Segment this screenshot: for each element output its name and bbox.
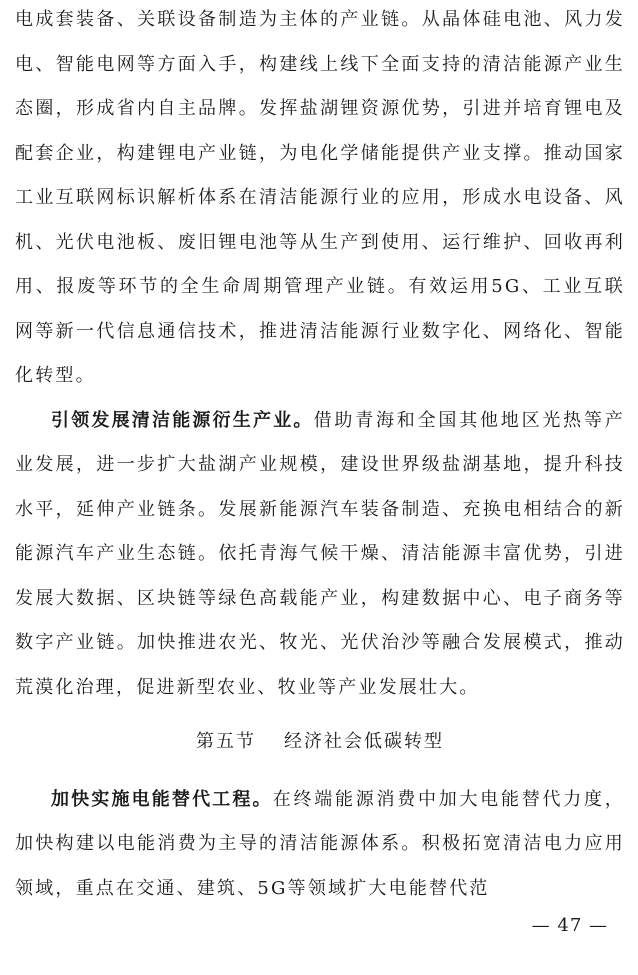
paragraph-text: 借助青海和全国其他地区光热等产业发展，进一步扩大盐湖产业规模，建设世界级盐湖基地，提升科技水平，延伸产业链条。发展新能源汽车装备制造、充换电相结合的新能源汽车产业生态链。依托青海气候干燥、清洁能源丰富优势，引进发展大数据、区块链等绿色高载能产业，构建数据中心、电子商务等数字产业链。加快推进农光、牧光、光伏治沙等融合发展模式，推动荒漠化治理，促进新型农业、牧业等产业发展壮大。 [15, 409, 625, 698]
paragraph-lead-heading: 加快实施电能替代工程。 [51, 788, 273, 810]
paragraph-text: 在终端能源消费中加大电能替代力度，加快构建以电能消费为主导的清洁能源体系。积极拓宽清洁电力应用领域，重点在交通、建筑、5G等领域扩大电能替代范 [15, 788, 625, 899]
paragraph-industry-chain [15, 0, 625, 399]
document-page [15, 0, 625, 911]
paragraph-text: 电成套装备、关联设备制造为主体的产业链。从晶体硅电池、风力发电、智能电网等方面入手，构建线上线下全面支持的清洁能源产业生态圈，形成省内自主品牌。发挥盐湖锂资源优势，引进并培育锂电及配套企业，构建锂电产业链，为电化学储能提供产业支撑。推动国家工业互联网标识解析体系在清洁能源行业的应用，形成水电设备、风机、光伏电池板、废旧锂电池等从生产到使用、运行维护、回收再利用、报废等环节的全生命周期管理产业链。有效运用5G、工业互联网等新一代信息通信技术，推进清洁能源行业数字化、网络化、智能化转型。 [15, 9, 625, 386]
section-title: 经济社会低碳转型 [284, 731, 444, 752]
paragraph-lead-heading: 引领发展清洁能源衍生产业。 [51, 409, 314, 431]
paragraph-derivative-industry [15, 399, 625, 711]
page-number: — 47 — [531, 915, 608, 936]
section-number: 第五节 [196, 731, 256, 752]
section-heading [15, 710, 625, 778]
paragraph-electric-substitution [15, 778, 625, 912]
